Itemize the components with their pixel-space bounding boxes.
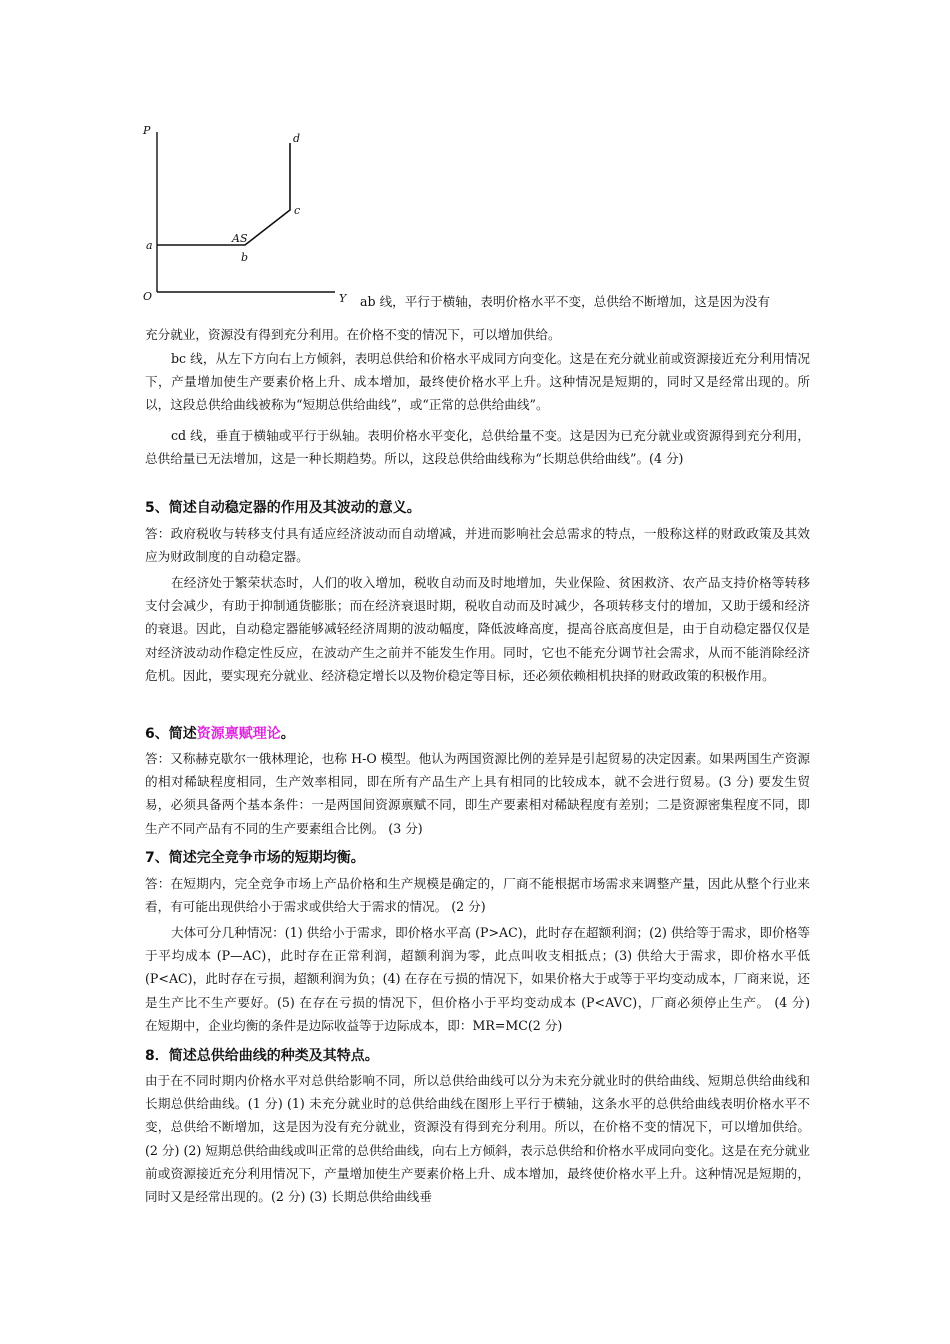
q6-title-highlight: 资源禀赋理论 [196, 726, 281, 742]
q7-answer-1: 答：在短期内，完全竞争市场上产品价格和生产规模是确定的，厂商不能根据市场需求来调整产量，因此从整个行业来看，有可能出现供给小于需求或供给大于需求的情况。 (2 分) [145, 876, 810, 915]
q6-title-suffix: 。 [280, 726, 295, 742]
para-ab-first-line: ab 线，平行于横轴，表明价格水平不变，总供给不断增加，这是因为没有 [360, 294, 770, 309]
q7-title: 7、简述完全竞争市场的短期均衡。 [145, 850, 365, 866]
label-p: P [143, 124, 151, 137]
aggregate-supply-figure [140, 118, 350, 310]
label-a: a [146, 239, 153, 252]
para-cd: cd 线，垂直于横轴或平行于纵轴。表明价格水平变化，总供给量不变。这是因为已充分就业或资源得到充分利用，总供给量已无法增加，这是一种长期趋势。所以，这段总供给曲线称为“长期总供给曲线”。(4 分) [145, 428, 810, 467]
q6-answer: 答：又称赫克歇尔一俄林理论，也称 H-O 模型。他认为两国资源比例的差异是引起贸易的决定因素。如果两国生产资源的相对稀缺程度相同，生产效率相同，即在所有产品生产上具有相同的比较成本，就不会进行贸易。(3 分) 要发生贸易，必须具备两个基本条件：一是两国间资源禀赋不同，即生产要素相对稀缺程度有差别；二是资源密集程度不同，即生产不同产品有不同的生产要素组合比例。 (3 分) [145, 751, 810, 836]
q5-answer-1: 答：政府税收与转移支付具有适应经济波动而自动增减，并进而影响社会总需求的特点，一般称这样的财政政策及其效应为财政制度的自动稳定器。 [145, 526, 810, 565]
label-y: Y [339, 292, 347, 305]
label-as: AS [232, 232, 248, 245]
q6-title-prefix: 6、简述 [145, 726, 197, 742]
q6-title [145, 723, 810, 746]
q8-answer: 由于在不同时期内价格水平对总供给影响不同，所以总供给曲线可以分为未充分就业时的供给曲线、短期总供给曲线和长期总供给曲线。(1 分) (1) 未充分就业时的总供给曲线在图形上平行于横轴，这条水平的总供给曲线表明价格水平不变，总供给不断增加，这是因为没有充分就业，资源没有得到充分利用。所以，在价格不变的情况下，可以增加供给。(2 分) (2) 短期总供给曲线或叫正常的总供给曲线，向右上方倾斜，表示总供给和价格水平成同向变化。这是在充分就业前或资源接近充分利用情况下，产量增加使生产要素价格上升、成本增加，最终使价格水平上升。这种情况是短期的，同时又是经常出现的。(2 分) (3) 长期总供给曲线垂 [145, 1073, 810, 1205]
label-d: d [293, 132, 301, 145]
para-bc: bc 线，从左下方向右上方倾斜，表明总供给和价格水平成同方向变化。这是在充分就业前或资源接近充分利用情况下，产量增加使生产要素价格上升、成本增加，最终使价格水平上升。这种情况是短期的，同时又是经常出现的。所以，这段总供给曲线被称为“短期总供给曲线”，或“正常的总供给曲线”。 [145, 351, 810, 413]
q8-title: 8．简述总供给曲线的种类及其特点。 [145, 1048, 379, 1064]
label-o: O [143, 290, 153, 303]
q7-answer-2: 大体可分几种情况：(1) 供给小于需求，即价格水平高 (P>AC)，此时存在超额利润；(2) 供给等于需求，即价格等于平均成本 (P—AC)，此时存在正常利润，超额利润为零，此点叫收支相抵点；(3) 供给大于需求，即价格水平低 (P<AC)，此时存在亏损，超额利润为负；(4) 在存在亏损的情况下，如果价格大于或等于平均变动成本，厂商来说，还是生产比不生产要好。(5) 在存在亏损的情况下，但价格小于平均变动成本 (P<AVC)，厂商必须停止生产。 (4 分) 在短期中，企业均衡的条件是边际收益等于边际成本，即：MR=MC(2 分) [145, 925, 848, 1033]
q5-title: 5、简述自动稳定器的作用及其波动的意义。 [145, 500, 421, 516]
label-c: c [294, 204, 301, 217]
para-ab-rest: 充分就业，资源没有得到充分利用。在价格不变的情况下，可以增加供给。 [145, 327, 561, 342]
as-curve [157, 143, 290, 245]
q5-answer-2: 在经济处于繁荣状态时，人们的收入增加，税收自动而及时地增加，失业保险、贫困救济、农产品支持价格等转移支付会减少，有助于抑制通货膨胀；而在经济衰退时期，税收自动而及时减少，各项转移支付的增加，又助于缓和经济的衰退。因此，自动稳定器能够减轻经济周期的波动幅度，降低波峰高度，提高谷底高度但是，由于自动稳定器仅仅是对经济波动动作稳定性反应，在波动产生之前并不能发生作用。同时，它也不能充分调节社会需求，从而不能消除经济危机。因此，要实现充分就业、经济稳定增长以及物价稳定等目标，还必须依赖相机抉择的财政政策的积极作用。 [145, 575, 810, 683]
label-b: b [241, 251, 249, 264]
as-curve-chart [140, 118, 350, 310]
